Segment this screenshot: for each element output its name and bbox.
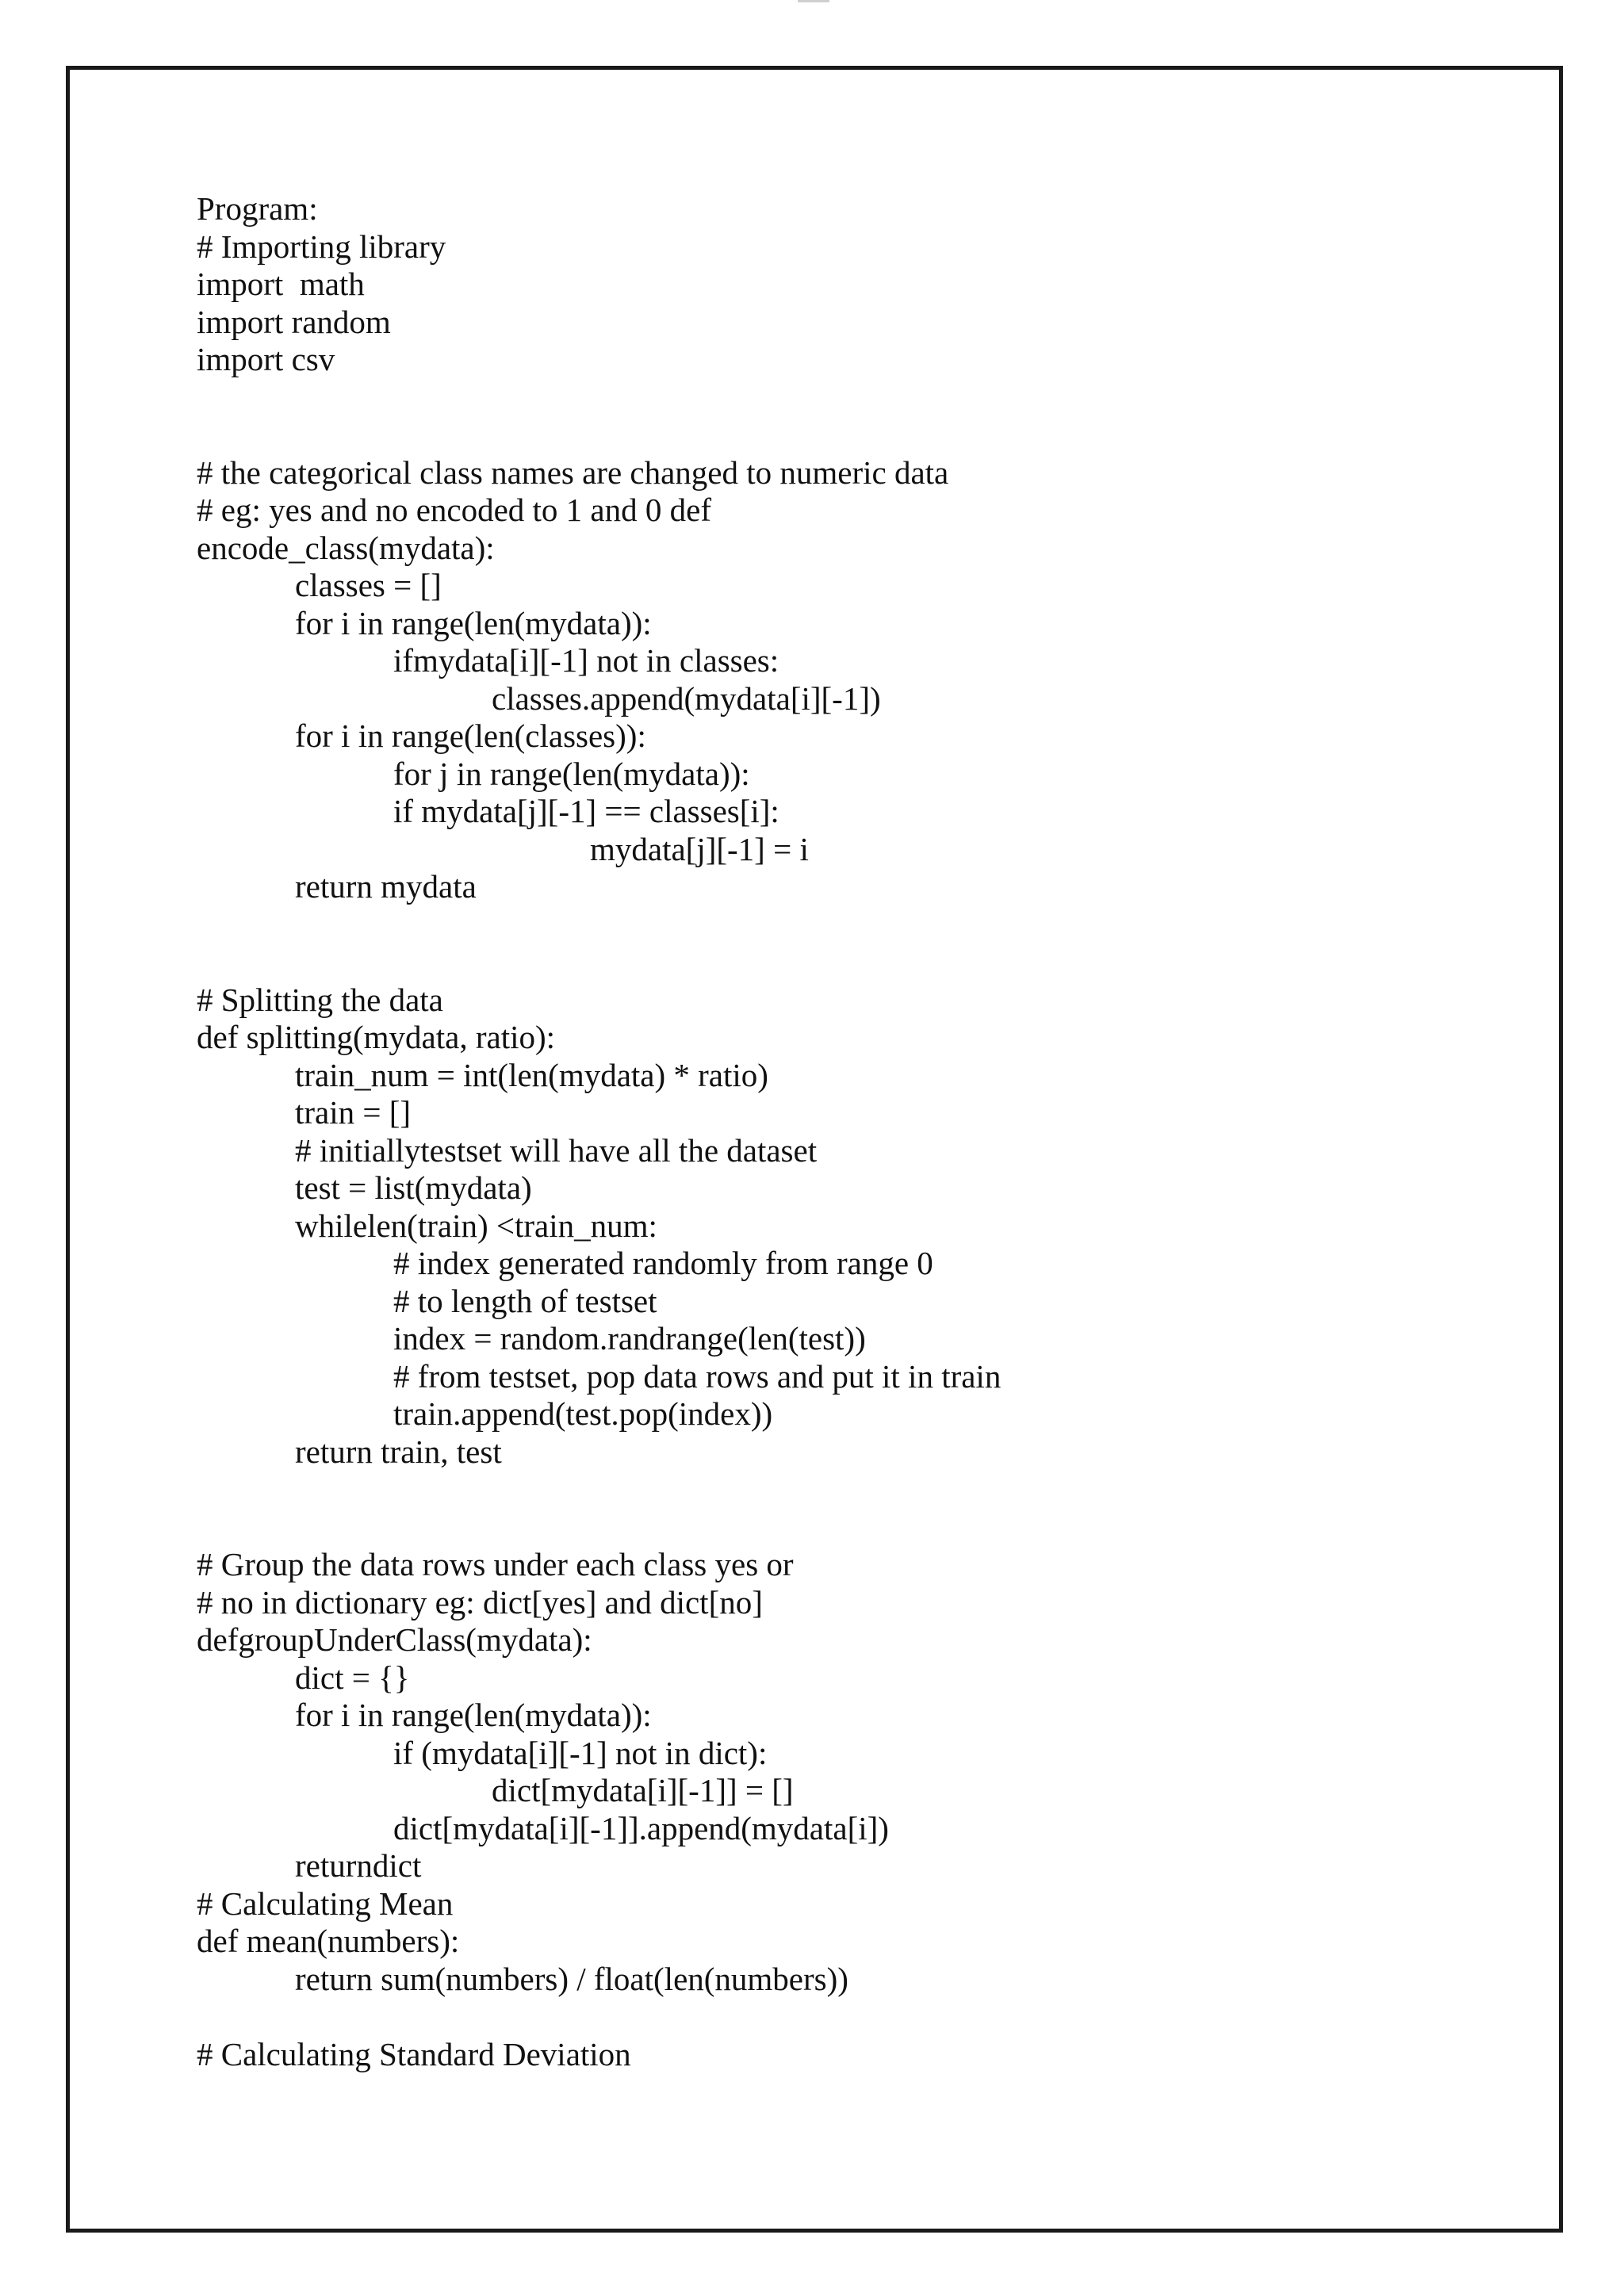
code-line: return mydata — [295, 868, 477, 905]
code-line: if (mydata[i][-1] not in dict): — [393, 1734, 768, 1771]
code-line: train_num = int(len(mydata) * ratio) — [295, 1056, 768, 1093]
code-line: # eg: yes and no encoded to 1 and 0 def — [197, 492, 711, 528]
code-line: import csv — [197, 341, 335, 377]
program-code-block — [197, 190, 1529, 2073]
code-line: dict[mydata[i][-1]].append(mydata[i]) — [393, 1809, 889, 1846]
code-line: dict = {} — [295, 1659, 410, 1696]
code-line: # Calculating Standard Deviation — [197, 2035, 631, 2072]
code-line: if mydata[j][-1] == classes[i]: — [393, 793, 779, 829]
code-line: test = list(mydata) — [295, 1169, 532, 1206]
blank-line — [197, 906, 1529, 944]
code-line: mydata[j][-1] = i — [590, 830, 809, 867]
code-line: import random — [197, 303, 391, 340]
scan-top-mark — [798, 0, 829, 2]
code-line: index = random.randrange(len(test)) — [393, 1320, 866, 1357]
code-line: for i in range(len(mydata)): — [295, 604, 652, 641]
code-line: return train, test — [295, 1433, 502, 1470]
code-line: # initiallytestset will have all the dataset — [295, 1131, 818, 1169]
blank-line — [197, 379, 1529, 417]
code-line: classes = [] — [295, 567, 442, 603]
code-line: Program: — [197, 190, 318, 227]
code-line: whilelen(train) <train_num: — [295, 1207, 657, 1244]
code-line: import math — [197, 266, 365, 302]
blank-line — [197, 1509, 1529, 1547]
code-line: # no in dictionary eg: dict[yes] and dict[no] — [197, 1583, 763, 1621]
blank-line — [197, 1998, 1529, 2036]
code-line: def splitting(mydata, ratio): — [197, 1019, 556, 1055]
code-line: dict[mydata[i][-1]] = [] — [492, 1772, 794, 1808]
code-line: ifmydata[i][-1] not in classes: — [393, 642, 779, 679]
blank-line — [197, 943, 1529, 982]
code-line: # to length of testset — [393, 1282, 657, 1319]
code-line: # from testset, pop data rows and put it in train — [393, 1357, 1002, 1395]
code-line: return sum(numbers) / float(len(numbers)) — [295, 1960, 848, 1997]
code-line: # index generated randomly from range 0 — [393, 1245, 933, 1281]
code-line: train = [] — [295, 1094, 412, 1131]
code-line: def mean(numbers): — [197, 1923, 460, 1959]
code-line: for j in range(len(mydata)): — [393, 755, 750, 792]
code-line: for i in range(len(mydata)): — [295, 1697, 652, 1733]
code-line: # Importing library — [197, 228, 446, 265]
code-line: # Calculating Mean — [197, 1885, 454, 1922]
code-line: returndict — [295, 1847, 422, 1884]
code-line: # Splitting the data — [197, 981, 443, 1018]
code-line: # Group the data rows under each class yes or — [197, 1546, 794, 1582]
blank-line — [197, 1471, 1529, 1509]
code-line: defgroupUnderClass(mydata): — [197, 1621, 592, 1658]
blank-line — [197, 416, 1529, 454]
code-line: for i in range(len(classes)): — [295, 718, 646, 754]
code-line: encode_class(mydata): — [197, 529, 495, 566]
code-line: classes.append(mydata[i][-1]) — [492, 679, 881, 717]
code-line: train.append(test.pop(index)) — [393, 1395, 773, 1432]
code-line: # the categorical class names are changed to numeric data — [197, 453, 949, 491]
